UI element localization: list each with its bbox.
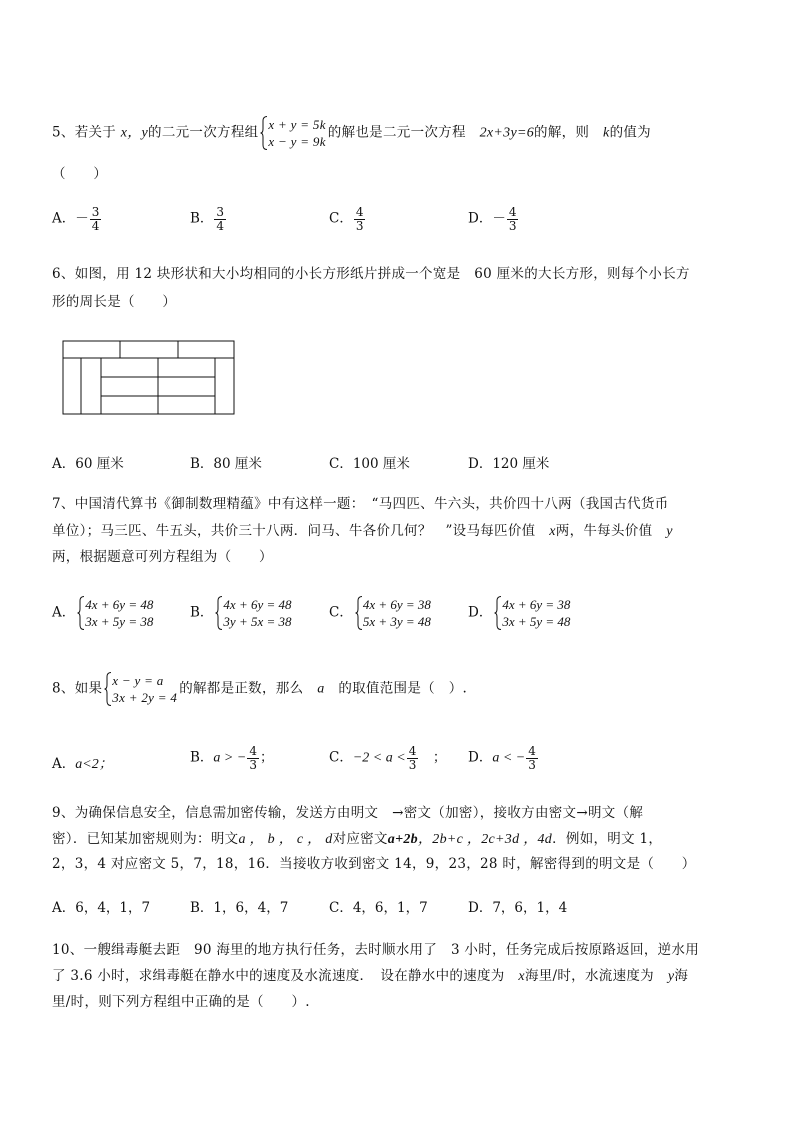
q5-stem: 5、若关于 x，y的二元一次方程组 x + y = 5k x − y = 9k 的解也是二元一次方程 2x+3y=6的解，则 k的值为 xyxy=(52,117,651,149)
q7-option-c[interactable]: C． 4x + 6y = 38 5x + 3y = 48 xyxy=(329,597,431,629)
q9-line-2: 密）．已知某加密规则为：明文a ， b ， c ， d对应密文a+2b，2b+c ，2c+3d ，4d．例如，明文 1， xyxy=(52,831,663,847)
q9-option-a[interactable]: A．6，4，1，7 xyxy=(52,900,151,916)
q6-line-1: 6、如图，用 12 块形状和大小均相同的小长方形纸片拼成一个宽是 60 厘米的大长方形，则每个小长方 xyxy=(52,266,690,282)
q7-option-b[interactable]: B． 4x + 6y = 48 3y + 5x = 38 xyxy=(190,597,292,629)
q5-option-c[interactable]: C． $\frac{4}{3}$ xyxy=(329,205,364,233)
q5-option-d[interactable]: D．－ $\frac{4}{3}$ xyxy=(468,205,517,233)
rectangle-figure xyxy=(62,340,236,416)
fraction: $\frac{4}{3}$ xyxy=(355,205,364,233)
q8-stem: 8、如果 x − y = a 3x + 2y = 4 的解都是正数，那么 a 的取值范围是（ ）. xyxy=(52,673,468,705)
q7-line-3: 两，根据题意可列方程组为（ ） xyxy=(52,549,273,565)
q9-option-b[interactable]: B．1，6，4，7 xyxy=(190,900,289,916)
q6-option-c[interactable]: C．100 厘米 xyxy=(329,456,410,472)
brace-icon xyxy=(494,596,502,630)
q8-option-c[interactable]: C．−2 < a < $\frac{4}{3}$ ； xyxy=(329,744,447,772)
fraction: $\frac{4}{3}$ xyxy=(249,744,257,772)
q7-line-1: 7、中国清代算书《御制数理精蕴》中有这样一题： “马四匹、牛六头，共价四十八两（我国古代货币 xyxy=(52,496,669,512)
brace-icon xyxy=(260,116,268,150)
q6-line-2: 形的周长是（ ） xyxy=(52,294,177,310)
q9-line-3: 2，3，4 对应密文 5，7，18，16．当接收方收到密文 14，9，23，28 时，解密得到的明文是（ ） xyxy=(52,856,696,872)
fraction: $\frac{4}{3}$ xyxy=(408,744,417,772)
fraction: $\frac{4}{3}$ xyxy=(508,205,517,233)
q7-line-2: 单位）；马三匹、牛五头，共价三十八两．问马、牛各价几何？ ”设马每匹价值 x两，牛每头价值 y xyxy=(52,523,673,539)
q9-option-c[interactable]: C．4，6，1，7 xyxy=(329,900,428,916)
q7-option-d[interactable]: D． 4x + 6y = 38 3x + 5y = 48 xyxy=(468,597,571,629)
brace-icon xyxy=(355,596,363,630)
q6-option-a[interactable]: A．60 厘米 xyxy=(52,456,124,472)
q8-system: x − y = a 3x + 2y = 4 xyxy=(104,672,177,706)
brace-icon xyxy=(77,596,85,630)
q5-option-b[interactable]: B． $\frac{3}{4}$ xyxy=(190,205,225,233)
q6-option-d[interactable]: D．120 厘米 xyxy=(468,456,550,472)
brace-icon xyxy=(104,672,112,706)
fraction: $\frac{3}{4}$ xyxy=(91,205,100,233)
q5-vars: x，y xyxy=(120,125,149,141)
q5-paren: （ ） xyxy=(52,166,108,182)
q5-option-a[interactable]: A．－ $\frac{3}{4}$ xyxy=(52,205,100,233)
q8-option-b[interactable]: B．a > − $\frac{4}{3}$ ； xyxy=(190,744,274,772)
q6-option-b[interactable]: B．80 厘米 xyxy=(190,456,262,472)
q9-line-1: 9、为确保信息安全，信息需加密传输，发送方由明文 →密文（加密），接收方由密文→明文（解 xyxy=(52,805,644,821)
fraction: $\frac{3}{4}$ xyxy=(216,205,225,233)
q10-line-2: 了 3.6 小时，求缉毒艇在静水中的速度及水流速度． 设在静水中的速度为 x海里/时，水流速度为 y海 xyxy=(52,968,689,984)
q5-system: x + y = 5k x − y = 9k xyxy=(260,116,325,150)
q8-option-d[interactable]: D．a < − $\frac{4}{3}$ xyxy=(468,744,536,772)
q8-option-a[interactable]: A．a<2； xyxy=(52,756,113,772)
q9-option-d[interactable]: D．7，6，1，4 xyxy=(468,900,568,916)
brace-icon xyxy=(215,596,223,630)
q10-line-3: 里/时，则下列方程组中正确的是（ ）. xyxy=(52,994,310,1010)
q10-line-1: 10、一艘缉毒艇去距 90 海里的地方执行任务，去时顺水用了 3 小时，任务完成后按原路返回，逆水用 xyxy=(52,942,700,958)
q7-option-a[interactable]: A． 4x + 6y = 48 3x + 5y = 38 xyxy=(52,597,154,629)
fraction: $\frac{4}{3}$ xyxy=(528,744,536,772)
